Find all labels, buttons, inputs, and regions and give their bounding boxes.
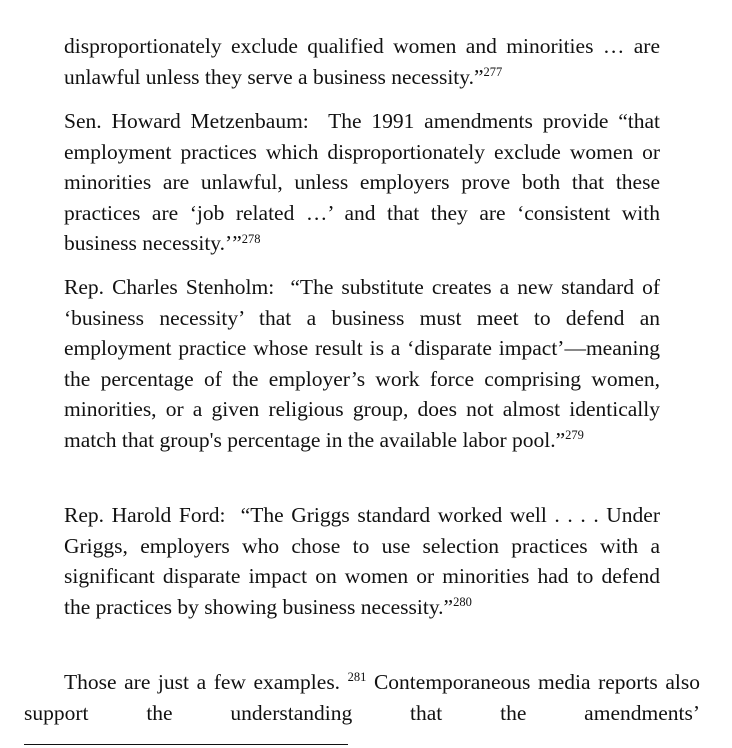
speaker-label: Rep. Charles Stenholm: (64, 275, 275, 299)
body-text: Those are just a few examples. (64, 670, 341, 694)
quote-text: disproportionately exclude qualified women and minorities … are unlawful unless they serve a business necessity.” (64, 34, 660, 89)
footnote-ref-277[interactable]: 277 (483, 64, 503, 79)
speaker-label: Sen. Howard Metzenbaum: (64, 109, 309, 133)
body-text-continued: Contemporaneous media reports also support the understanding that the amendments’ (24, 670, 700, 725)
quote-text: “The substitute creates a new standard of ‘business necessity’ that a business must meet to defend an employment practice whose result is a ‘disparate impact’—meaning the percentage of the employer’s work force comprising women, minorities, or a given religious group, does not almost identically match that group's percentage in the available labor pool.” (64, 275, 661, 452)
block-quote-metzenbaum (64, 106, 660, 259)
footnote-separator (24, 744, 348, 745)
footnote-ref-279[interactable]: 279 (565, 428, 584, 443)
footnote-ref-278[interactable]: 278 (241, 231, 261, 246)
footnote-ref-280[interactable]: 280 (453, 595, 472, 610)
quote-text: “The Griggs standard worked well . . . . Under Griggs, employers who chose to use selection practices with a significant disparate impact on women or minorities had to defend the practices by showing business necessity.” (64, 503, 661, 619)
body-paragraph (24, 667, 700, 728)
footnote-ref-281[interactable]: 281 (347, 670, 367, 685)
block-quote-ford (64, 500, 660, 622)
speaker-label: Rep. Harold Ford: (64, 503, 226, 527)
quote-text: The 1991 amendments provide “that employment practices which disproportionately exclude women or minorities are unlawful, unless employers prove both that these practices are ‘job related …’ and that they are ‘consistent with business necessity.’” (64, 109, 660, 256)
block-quote-stenholm (64, 272, 660, 456)
block-quote-continued (64, 31, 660, 92)
